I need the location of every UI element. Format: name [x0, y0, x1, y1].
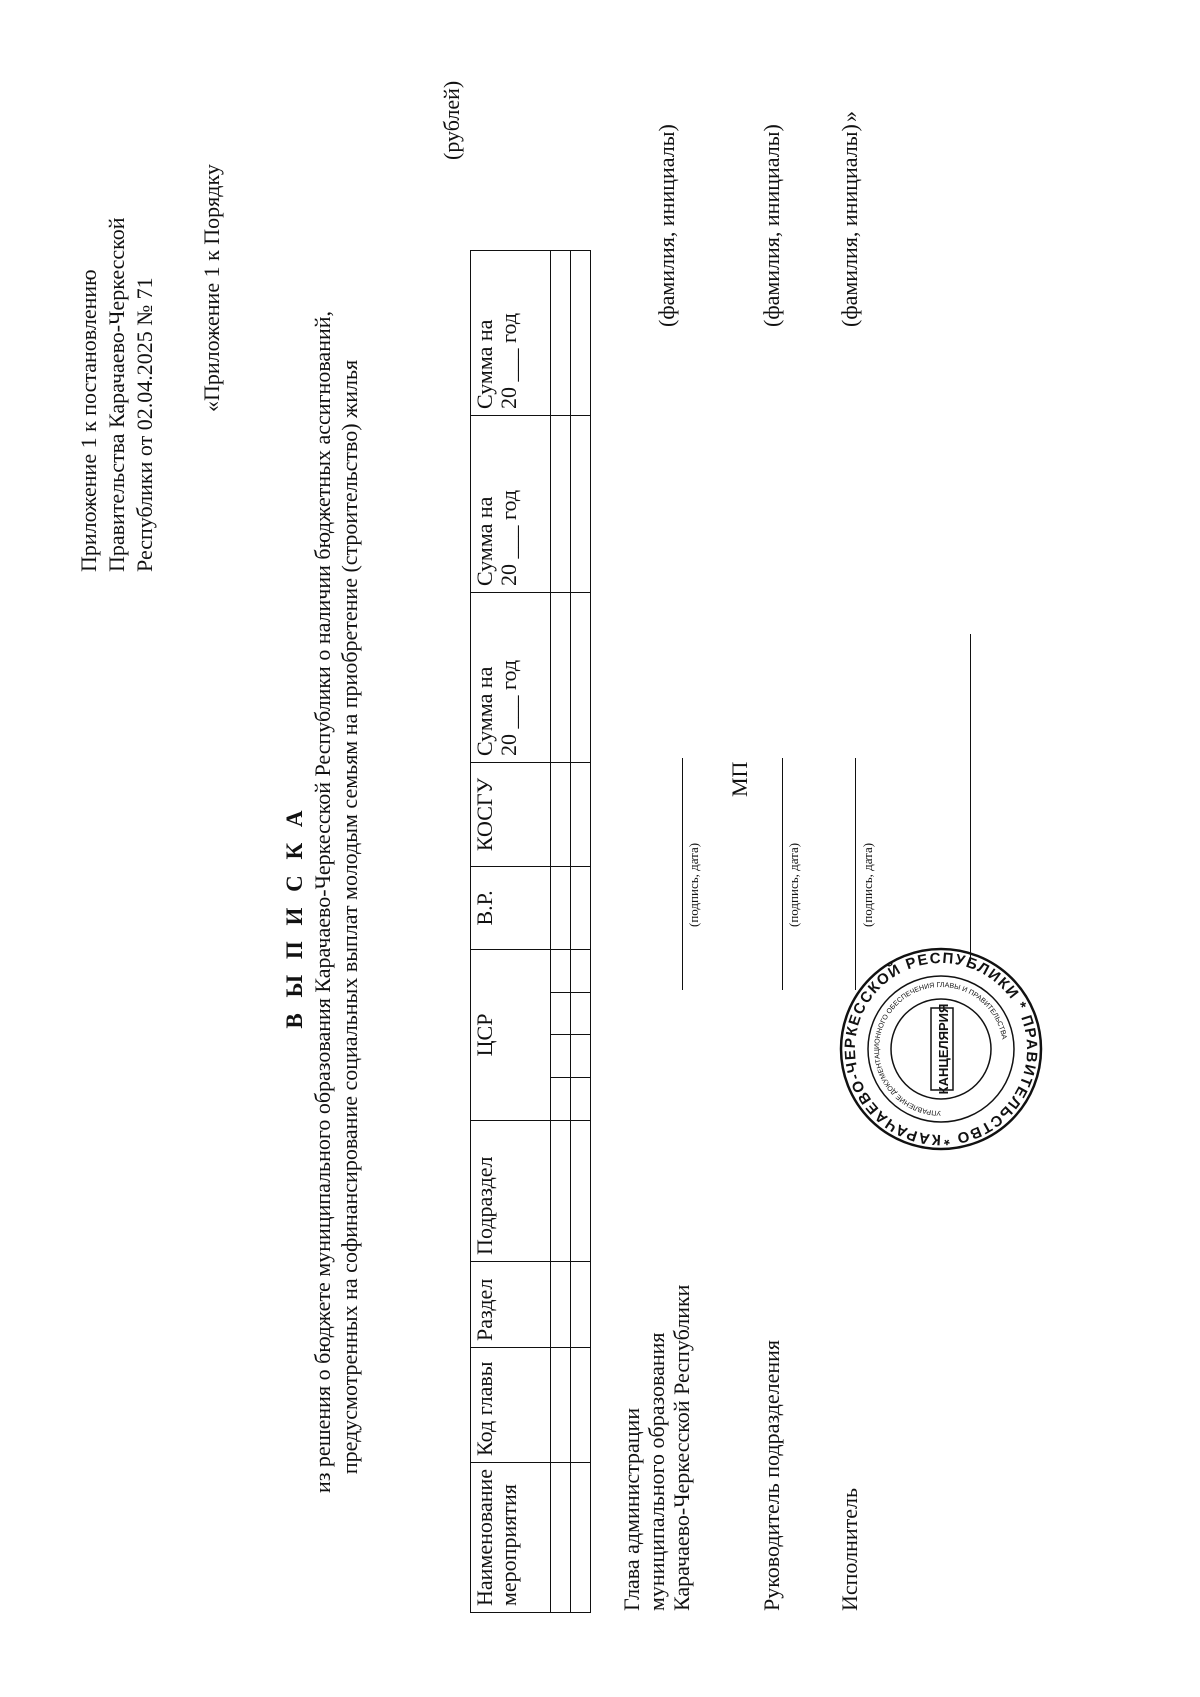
head-name-hint: (фамилия, инициалы) [654, 124, 679, 327]
column-header: ЦСР [471, 949, 551, 1120]
sum-header-line-2: 20 ___ год [496, 659, 521, 756]
table-cell [571, 250, 591, 415]
table-cell [571, 415, 591, 592]
budget-table [470, 250, 591, 1613]
table-cell [571, 1347, 591, 1462]
table-cell [571, 1261, 591, 1347]
sum-header-line-1: Сумма на [472, 319, 497, 409]
units-label: (рублей) [439, 80, 464, 160]
column-header: Раздел [471, 1261, 551, 1347]
column-header: КОСГУ [471, 762, 551, 866]
column-header [471, 415, 551, 592]
table-cell [551, 1462, 571, 1612]
table-cell [551, 1261, 571, 1347]
document-title: В Ы П И С К А [282, 805, 307, 1029]
executor-label: Исполнитель [837, 1487, 862, 1611]
dept-head-name-hint: (фамилия, инициалы) [759, 124, 784, 327]
table-cell [571, 1120, 591, 1261]
table-cell [551, 762, 571, 866]
closing-quote: » [837, 111, 862, 122]
table-cell [571, 592, 591, 762]
column-header: В.Р. [471, 866, 551, 949]
seal-place-label: МП [727, 761, 752, 797]
stamp-center-text: КАНЦЕЛЯРИЯ [936, 1003, 951, 1095]
table-cell [571, 949, 591, 1120]
official-stamp-seal [838, 946, 1044, 1152]
table-cell [571, 1462, 591, 1612]
table-header-row [471, 250, 551, 1612]
header-line-1: Приложение 1 к постановлению [76, 269, 101, 572]
sum-header-line-1: Сумма на [472, 666, 497, 756]
column-header: Наименование мероприятия [471, 1462, 551, 1612]
dept-head-signature-line [782, 758, 783, 990]
table-cell [551, 1347, 571, 1462]
table-cell [551, 415, 571, 592]
table-row [571, 250, 591, 1612]
head-title-line-1: Глава администрации [619, 1407, 644, 1611]
column-header: Подраздел [471, 1120, 551, 1261]
subtitle-line-1: из решения о бюджете муниципального образования Карачаево-Черкесской Республики о наличии бюджетных ассигнований, [310, 310, 335, 1494]
head-title-line-3: Карачаево-Черкесской Республики [669, 1284, 694, 1611]
sum-header-line-2: 20 ___ год [496, 489, 521, 586]
table-cell [551, 1120, 571, 1261]
stamp-inner-text: УПРАВЛЕНИЕ ДОКУМЕНТАЦИОННОГО ОБЕСПЕЧЕНИЯ ГЛАВЫ И ПРАВИТЕЛЬСТВА [873, 981, 1008, 1117]
executor-name-hint: (фамилия, инициалы) [837, 124, 862, 327]
dept-head-sign-hint: (подпись, дата) [786, 842, 801, 927]
table-cell [551, 250, 571, 415]
subtitle-line-2: предусмотренных на софинансирование социальных выплат молодым семьям на приобретение (строительство) жилья [337, 359, 362, 1475]
column-header [471, 592, 551, 762]
table-cell [551, 592, 571, 762]
column-header: Код главы [471, 1347, 551, 1462]
stamp-outer-text: КАРАЧАЕВО-ЧЕРКЕССКОЙ РЕСПУБЛИКИ * ПРАВИТЕЛЬСТВО * [841, 949, 1041, 1149]
header-line-3: Республики от 02.04.2025 № 71 [132, 277, 157, 572]
head-sign-hint: (подпись, дата) [686, 842, 701, 927]
head-signature-line [682, 758, 683, 990]
appendix-reference: «Приложение 1 к Порядку [199, 164, 224, 412]
sum-header-line-1: Сумма на [472, 496, 497, 586]
header-line-2: Правительства Карачаево-Черкесской [104, 217, 129, 572]
dept-head-label: Руководитель подразделения [759, 1339, 784, 1611]
head-title-line-2: муниципального образования [644, 1332, 669, 1611]
executor-sign-hint: (подпись, дата) [860, 842, 875, 927]
table-cell [551, 866, 571, 949]
column-header [471, 250, 551, 415]
extra-line [970, 634, 971, 961]
sum-header-line-2: 20 ___ год [496, 312, 521, 409]
table-cell [551, 949, 571, 1120]
table-cell [571, 866, 591, 949]
table-cell [571, 762, 591, 866]
table-row [551, 250, 571, 1612]
